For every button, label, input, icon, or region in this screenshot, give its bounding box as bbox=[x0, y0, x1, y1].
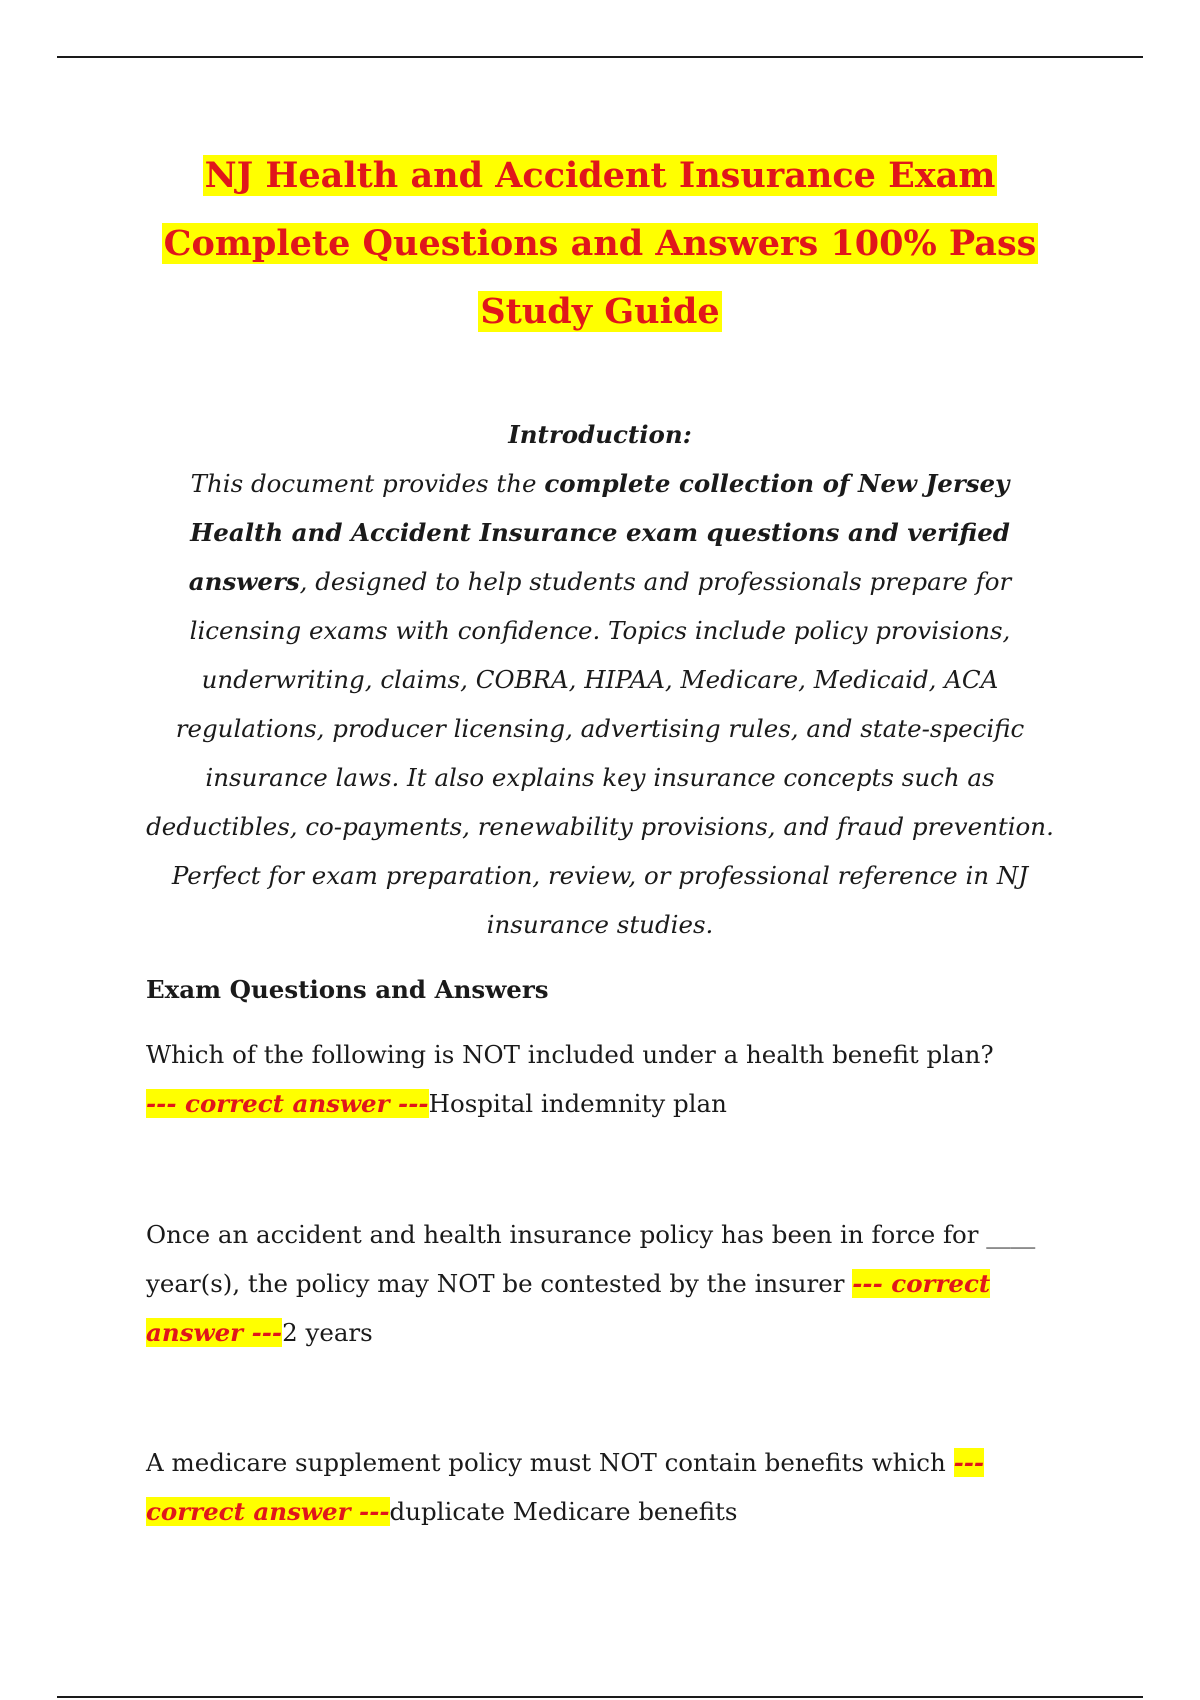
title-line-2: Complete Questions and Answers 100% Pass bbox=[163, 223, 1037, 264]
question-text: Once an accident and health insurance policy has been in force for ____ year(s), the policy may NOT be contested by the insurer bbox=[146, 1220, 1036, 1298]
title-line-3: Study Guide bbox=[480, 291, 720, 332]
intro-text-end: , designed to help students and professionals prepare for licensing exams with confidence. Topics include policy provisions, underwriting, claims, COBRA, HIPAA, Medicare, Medicaid, ACA regulations, producer licensing, advertising rules, and state-specific insurance laws. It also explains key insurance concepts such as deductibles, co-payments, renewability provisions, and fraud prevention. Perfect for exam preparation, review, or professional reference in NJ insurance studies. bbox=[146, 567, 1054, 939]
qa-item bbox=[146, 1210, 1066, 1357]
qa-item bbox=[146, 1438, 1066, 1536]
introduction-heading: Introduction: bbox=[508, 420, 692, 449]
answer-text: 2 years bbox=[282, 1318, 373, 1347]
correct-answer-marker: --- correct answer --- bbox=[146, 1448, 985, 1526]
header-rule bbox=[57, 56, 1143, 58]
question-text: Which of the following is NOT included under a health benefit plan? bbox=[146, 1040, 994, 1069]
answer-text: Hospital indemnity plan bbox=[428, 1089, 727, 1118]
intro-text-start: This document provides the bbox=[190, 469, 545, 498]
question-text: A medicare supplement policy must NOT contain benefits which bbox=[146, 1448, 954, 1477]
introduction bbox=[145, 410, 1055, 949]
footer-rule bbox=[57, 1696, 1143, 1698]
intro-text-bold: complete collection of New Jersey Health and Accident Insurance exam questions and verified answers bbox=[188, 469, 1010, 596]
document-title bbox=[110, 142, 1090, 346]
correct-answer-marker: --- correct answer --- bbox=[146, 1269, 991, 1347]
title-line-1: NJ Health and Accident Insurance Exam bbox=[204, 155, 996, 196]
correct-answer-marker: --- correct answer --- bbox=[146, 1089, 429, 1118]
section-title: Exam Questions and Answers bbox=[146, 975, 549, 1004]
qa-item bbox=[146, 1030, 1066, 1128]
answer-text: duplicate Medicare benefits bbox=[389, 1497, 738, 1526]
